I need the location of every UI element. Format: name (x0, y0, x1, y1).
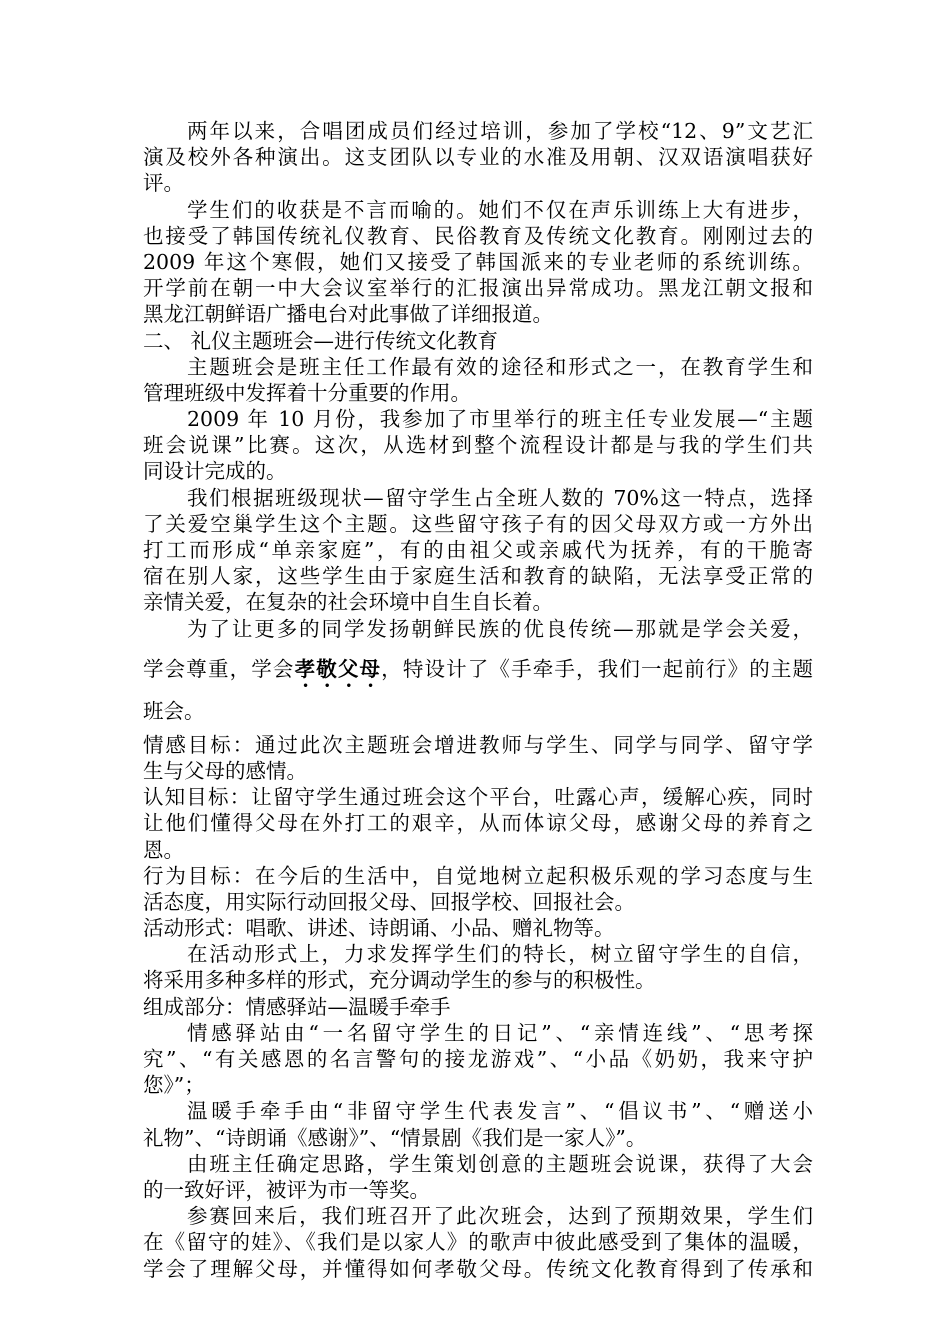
text-line: 评。 (143, 171, 184, 196)
text-line: 在《留守的娃》、《我们是以家人》的歌声中彼此感受到了集体的温暖， (143, 1230, 813, 1255)
text-line: 情感驿站由“一名留守学生的日记”、“亲情连线”、“思考探 (187, 1020, 813, 1045)
text-line: 活动形式：唱歌、讲述、诗朗诵、小品、赠礼物等。 (143, 916, 615, 941)
emph-line-before: 学会尊重，学会 (143, 656, 295, 681)
text-line: 亲情关爱，在复杂的社会环境中自生自长着。 (143, 590, 553, 615)
text-line: 礼物”、“诗朗诵《感谢》”、“情景剧《我们是一家人》”。 (143, 1125, 647, 1150)
text-line: 活态度，用实际行动回报父母、回报学校、回报社会。 (143, 889, 635, 914)
paragraph-block-1 (143, 118, 813, 642)
text-line: 同设计完成的。 (143, 459, 287, 484)
text-line: 究”、“有关感恩的名言警句的接龙游戏”、“小品《奶奶，我来守护 (143, 1047, 813, 1071)
text-line: 恩。 (143, 837, 184, 862)
text-line: 行为目标：在今后的生活中，自觉地树立起积极乐观的学习态度与生 (143, 863, 813, 888)
text-line: 学生们的收获是不言而喻的。她们不仅在声乐训练上大有进步， (187, 197, 813, 222)
text-line: 主题班会是班主任工作最有效的途径和形式之一，在教育学生和 (187, 354, 813, 379)
text-line: 2009 年 10 月份，我参加了市里举行的班主任专业发展—“主题 (187, 407, 813, 432)
text-line: 学会了理解父母，并懂得如何孝敬父母。传统文化教育得到了传承和 (143, 1256, 813, 1281)
text-line: 由班主任确定思路，学生策划创意的主题班会说课，获得了大会 (187, 1151, 813, 1176)
text-line: 您》”； (143, 1073, 205, 1098)
text-line: 宿在别人家，这些学生由于家庭生活和教育的缺陷，无法享受正常的 (143, 564, 813, 589)
emphasized-phrase: 孝敬父母 (294, 656, 382, 681)
text-line: 的一致好评，被评为市一等奖。 (143, 1177, 430, 1202)
text-line: 两年以来，合唱团成员们经过培训，参加了学校“12、9”文艺汇 (187, 119, 813, 143)
text-line: 开学前在朝一中大会议室举行的汇报演出异常成功。黑龙江朝文报和 (143, 276, 813, 301)
text-line: 为了让更多的同学发扬朝鲜民族的优良传统—那就是学会关爱， (187, 616, 813, 641)
text-line: 班会。 (143, 698, 205, 723)
text-line: 情感目标：通过此次主题班会增进教师与学生、同学与同学、留守学 (143, 732, 813, 757)
document-body (143, 118, 813, 1282)
text-line: 演及校外各种演出。这支团队以专业的水准及用朝、汉双语演唱获好 (143, 145, 813, 170)
text-line: 组成部分：情感驿站—温暖手牵手 (143, 994, 451, 1019)
text-line: 参赛回来后，我们班召开了此次班会，达到了预期效果，学生们 (187, 1204, 813, 1229)
text-line: 我们根据班级现状—留守学生占全班人数的 70%这一特点，选择 (187, 485, 813, 510)
text-line: 二、 礼仪主题班会—进行传统文化教育 (143, 328, 499, 353)
text-line: 生与父母的感情。 (143, 758, 307, 783)
text-line: 在活动形式上，力求发挥学生们的特长，树立留守学生的自信， (187, 942, 813, 967)
text-line: 也接受了韩国传统礼仪教育、民俗教育及传统文化教育。刚刚过去的 (143, 223, 813, 248)
emph-line-after: ，特设计了《手牵手，我们一起前行》的主题 (381, 656, 814, 681)
text-line: 黑龙江朝鲜语广播电台对此事做了详细报道。 (143, 302, 553, 327)
text-line: 打工而形成“单亲家庭”，有的由祖父或亲戚代为抚养，有的干脆寄 (143, 538, 813, 562)
text-line: 让他们懂得父母在外打工的艰辛，从而体谅父母，感谢父母的养育之 (143, 811, 813, 836)
text-line: 将采用多种多样的形式，充分调动学生的参与的积极性。 (143, 968, 656, 993)
text-line: 班会说课”比赛。这次，从选材到整个流程设计都是与我的学生们共 (143, 433, 813, 458)
text-line: 管理班级中发挥着十分重要的作用。 (143, 380, 471, 405)
text-line: 认知目标：让留守学生通过班会这个平台，吐露心声，缓解心疾，同时 (143, 785, 813, 810)
paragraph-block-2 (143, 690, 813, 1282)
text-line: 了关爱空巢学生这个主题。这些留守孩子有的因父母双方或一方外出 (143, 511, 813, 536)
text-line: 2009 年这个寒假，她们又接受了韩国派来的专业老师的系统训练。 (143, 249, 813, 274)
text-line-emphasis (143, 648, 813, 690)
text-line: 温暖手牵手由“非留守学生代表发言”、“倡议书”、“赠送小 (187, 1099, 813, 1124)
